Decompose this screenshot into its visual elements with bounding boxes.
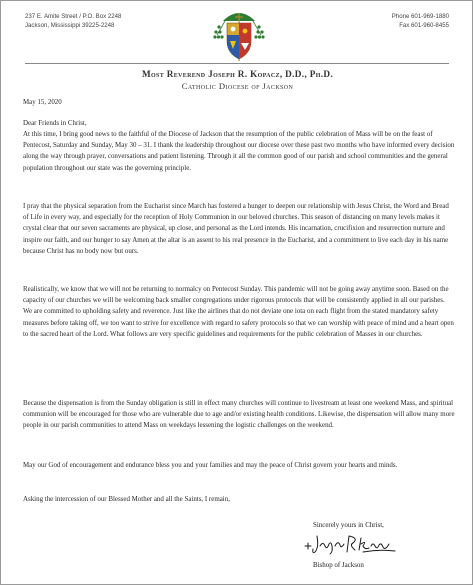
- letter-paragraph: Because the dispensation is from the Sunday obligation is still in effect many churches will continue to livestream at least one weekend Mass, and spiritual communion will be encouraged for those who are vulnerable due to age and/or existing health conditions. Likewise, the dispensation will allow many more people in our parish communities to attend Mass on weekdays lessening the logistic challenges on the weekend.: [23, 399, 455, 430]
- letter-date: May 15, 2020: [23, 98, 62, 106]
- letter-paragraph: Asking the intercession of our Blessed Mother and all the Saints, I remain,: [23, 495, 230, 503]
- handwritten-signature-icon: [303, 532, 399, 556]
- letterhead-address: [25, 13, 121, 30]
- address-line-1: 237 E. Amite Street / P.O. Box 2248: [25, 13, 122, 20]
- address-line-2: Jackson, Mississippi 39225-2248: [25, 21, 115, 29]
- episcopal-coat-of-arms-icon: [211, 5, 267, 63]
- sender-name: Most Reverend Joseph R. Kopacz, D.D., Ph.D.: [141, 69, 333, 79]
- letter-paragraph: May our God of encouragement and endurance bless you and your families and may the peace of Christ govern your hearts and minds.: [23, 461, 398, 469]
- sender-organization: Catholic Diocese of Jackson: [181, 81, 294, 91]
- phone-number: Phone 601-969-1880: [391, 13, 449, 20]
- letterhead-rule: [25, 63, 449, 64]
- fax-number: Fax 601-960-8455: [399, 21, 449, 29]
- letter-paragraph: I pray that the physical separation from the Eucharist since March has fostered a hunger to deepen our relationship with Jesus Christ, the Word and Bread of Life in every way, and especially for the reception of Holy Communion in our beloved churches. This season of distancing on many levels makes it crystal clear that our seven sacraments are physical, up close, and personal as the Lord intends. His incarnation, crucifixion and resurrection nurture and inspire our faith, and our hunger to say Amen at the altar is an assent to his real presence in the Eucharist, and a commitment to live each day in his name because Christ has no body now but ours.: [23, 202, 449, 255]
- signer-title: Bishop of Jackson: [313, 561, 364, 569]
- letter-paragraph: Realistically, we know that we will not be returning to normalcy on Pentecost Sunday. This pandemic will not be going away anytime soon. Based on the capacity of our churches we will be welcoming back smaller congregations under rigorous protocols that will be consistently applied in all our parishes. We are committed to upholding safety and reverence. Just like the airlines that do not deviate one iota on each flight from the stated mandatory safety measures before taking off, we too want to strive for excellence with regard to safety protocols so that we can worship with peace of mind and a heart open to the sacred heart of the Lord. What follows are very specific guidelines and requirements for the public celebration of Masses in our churches.: [23, 285, 454, 338]
- letter-closing: Sincerely yours in Christ,: [313, 521, 384, 529]
- letter-salutation: Dear Friends in Christ,: [23, 119, 87, 127]
- letter-paragraph: At this time, I bring good news to the faithful of the Diocese of Jackson that the resumption of the public celebration of Mass will be on the feast of Pentecost, Saturday and Sunday, May 30 – 31. I thank the leadership throughout our diocese over these past two months who have informed every decision along the way through prayer, conversations and patient listening. Through it all the common good of our parish and school communities and the general population throughout our state was the governing principle.: [23, 130, 455, 172]
- letterhead-contact: [392, 13, 449, 30]
